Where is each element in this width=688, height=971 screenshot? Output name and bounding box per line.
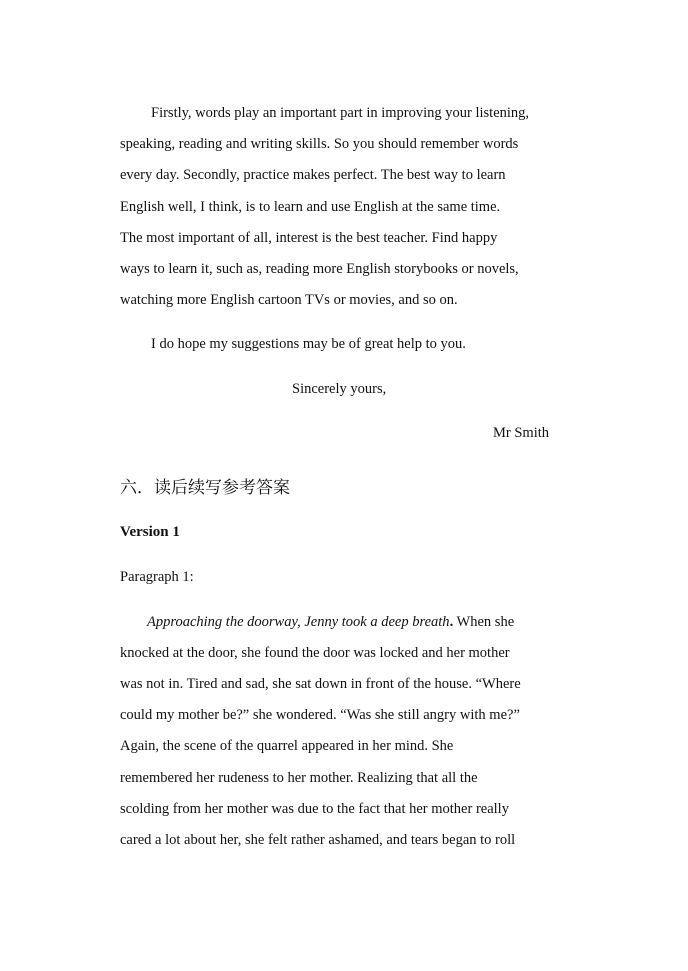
story-line: scolding from her mother was due to the fact that her mother really [120, 801, 509, 817]
story-line: remembered her rudeness to her mother. Realizing that all the [120, 770, 478, 786]
letter-line: every day. Secondly, practice makes perfect. The best way to learn [120, 167, 506, 183]
letter-line: Firstly, words play an important part in improving your listening, [151, 105, 530, 121]
section-heading: 六．读后续写参考答案 [120, 478, 290, 498]
story-line: cared a lot about her, she felt rather ashamed, and tears began to roll [120, 832, 516, 848]
version-heading: Version 1 [120, 524, 180, 540]
letter-line: English well, I think, is to learn and use English at the same time. [120, 199, 501, 215]
letter-closing: Sincerely yours, [292, 381, 387, 397]
letter-line: speaking, reading and writing skills. So you should remember words [120, 136, 519, 152]
paragraph-label: Paragraph 1: [120, 569, 194, 585]
letter-line: The most important of all, interest is the best teacher. Find happy [120, 230, 498, 246]
opening-period: . [449, 614, 454, 630]
story-line: Again, the scene of the quarrel appeared in her mind. She [120, 738, 454, 754]
story-first-line-rest: When she [453, 614, 515, 630]
letter-signature: Mr Smith [493, 425, 549, 441]
story-line: was not in. Tired and sad, she sat down in front of the house. “Where [120, 676, 521, 692]
story-opening-sentence: Approaching the doorway, Jenny took a deep breath [147, 614, 450, 630]
story-line: knocked at the door, she found the door was locked and her mother [120, 645, 510, 661]
story-line: could my mother be?” she wondered. “Was she still angry with me?” [120, 707, 520, 723]
letter-line: ways to learn it, such as, reading more English storybooks or novels, [120, 261, 519, 277]
letter-line: watching more English cartoon TVs or movies, and so on. [120, 292, 458, 308]
story-first-line [147, 613, 514, 631]
letter-paragraph-2: I do hope my suggestions may be of great help to you. [151, 336, 466, 352]
